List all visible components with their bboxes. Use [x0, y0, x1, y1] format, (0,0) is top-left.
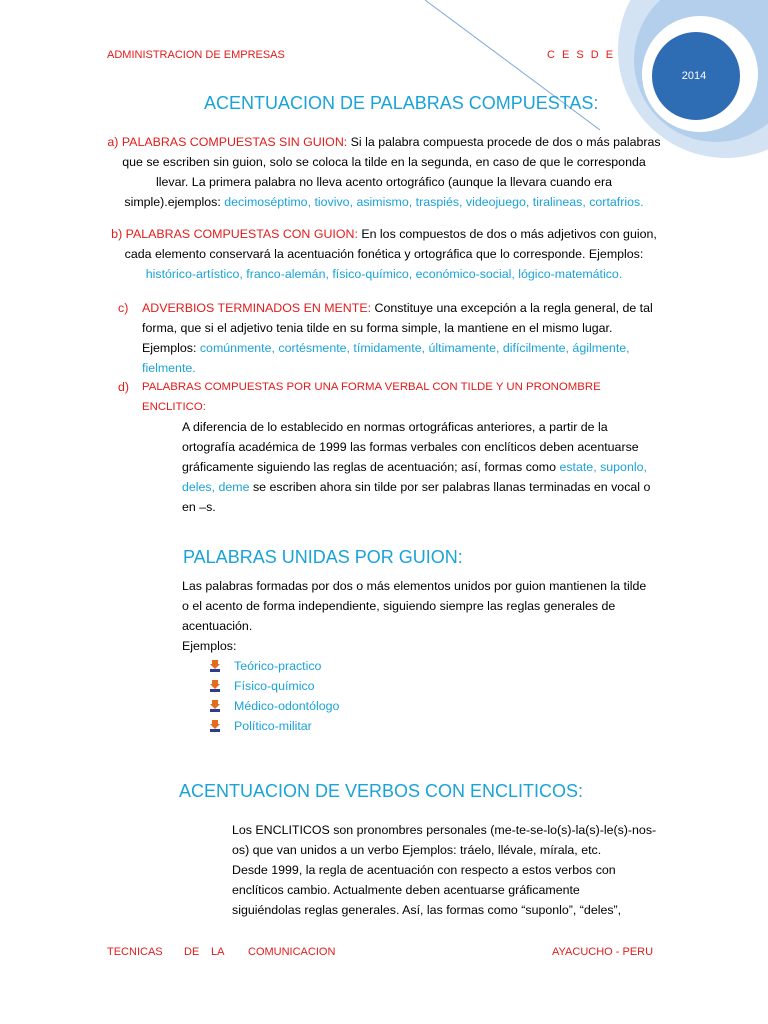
- list-item: [210, 656, 339, 676]
- footer-word-2: DE: [184, 946, 200, 958]
- section-b-line1: En los compuestos de dos o más adjetivos con guion,: [357, 227, 657, 241]
- section-d-label: [142, 377, 601, 417]
- section-c-marker: c): [118, 301, 129, 315]
- list-item-text: Médico-odontólogo: [234, 699, 340, 713]
- section-a-line1: Si la palabra compuesta procede de dos o más palabras: [347, 135, 661, 149]
- section-guion-line3: acentuación.: [182, 619, 253, 633]
- section-verbos-title: ACENTUACION DE VERBOS CON ENCLITICOS:: [179, 781, 584, 801]
- section-guion-line1: Las palabras formadas por dos o más elementos unidos por guion mantienen la tilde: [182, 579, 647, 593]
- section-d-line1: A diferencia de lo establecido en normas ortográficas anteriores, a partir de la: [182, 420, 608, 434]
- section-d-label-line1: PALABRAS COMPUESTAS POR UNA FORMA VERBAL CON TILDE Y UN PRONOMBRE: [142, 381, 601, 393]
- year-badge: 2014: [681, 70, 707, 82]
- list-item: [210, 676, 339, 696]
- section-verbos-line5: siguiéndolas reglas generales. Así, las formas como “suponlo”, “deles”,: [232, 903, 622, 917]
- section-verbos-line2: os) que van unidos a un verbo Ejemplos: tráelo, llévale, mírala, etc.: [232, 843, 602, 857]
- section-verbos-line3: Desde 1999, la regla de acentuación con respecto a estos verbos con: [232, 863, 616, 877]
- section-b-line2: cada elemento conservará la acentuación fonética y ortográfica que lo corresponde. Ejemplos:: [124, 247, 644, 261]
- list-item: [210, 696, 339, 716]
- page-title: ACENTUACION DE PALABRAS COMPUESTAS:: [204, 93, 599, 113]
- footer-word-3: LA: [211, 946, 225, 958]
- section-d-line5: en –s.: [182, 500, 216, 514]
- section-b-examples: histórico-artístico, franco-alemán, físico-químico, económico-social, lógico-matemático.: [145, 267, 623, 281]
- section-c-line1: Constituye una excepción a la regla general, de tal: [371, 301, 653, 315]
- arrow-bullet-icon: [210, 660, 220, 672]
- section-d-line4-examples: deles, deme: [182, 480, 250, 494]
- section-a-line4: simple).ejemplos:: [124, 195, 225, 209]
- section-guion-examples-label: Ejemplos:: [182, 639, 237, 653]
- header-left-text: ADMINISTRACION DE EMPRESAS: [107, 49, 285, 61]
- section-verbos-body: [232, 820, 682, 920]
- header-right-text: C E S D E: [547, 49, 616, 61]
- section-c-label: ADVERBIOS TERMINADOS EN MENTE:: [142, 301, 372, 315]
- section-c-examples: comúnmente, cortésmente, tímidamente, últimamente, difícilmente, ágilmente,: [199, 341, 630, 355]
- footer-right-text: AYACUCHO - PERU: [552, 946, 654, 958]
- section-d-label-line2: ENCLITICO:: [142, 401, 206, 413]
- section-verbos-line1: Los ENCLITICOS son pronombres personales (me-te-se-lo(s)-la(s)-le(s)-nos-: [232, 823, 657, 837]
- arrow-bullet-icon: [210, 700, 220, 712]
- section-d-line3-examples: estate, suponlo,: [559, 460, 647, 474]
- section-c: [142, 298, 682, 378]
- section-b-label: b) PALABRAS COMPUESTAS CON GUION:: [111, 227, 358, 241]
- section-c-line3-prefix: Ejemplos:: [142, 341, 200, 355]
- section-guion-body: [182, 576, 682, 656]
- section-d-marker: d): [118, 380, 130, 394]
- list-item: [210, 716, 339, 736]
- arrow-bullet-icon: [210, 680, 220, 692]
- section-c-examples-cont: fielmente.: [142, 361, 196, 375]
- section-d-body: [182, 417, 682, 517]
- section-a-line2: que se escriben sin guion, solo se coloca la tilde en la segunda, en caso de que le corresponda: [122, 155, 646, 169]
- section-a-line3: llevar. La primera palabra no lleva acento ortográfico (aunque la llevara cuando era: [156, 175, 612, 189]
- section-d-line2: ortografía académica de 1999 las formas verbales con enclíticos deben acentuarse: [182, 440, 639, 454]
- section-d-line3: gráficamente siguiendo las reglas de acentuación; así, formas como: [182, 460, 560, 474]
- section-verbos-line4: enclíticos cambio. Actualmente deben acentuarse gráficamente: [232, 883, 580, 897]
- section-c-line2: forma, que si el adjetivo tenia tilde en su forma simple, la mantiene en el mismo lugar.: [142, 321, 613, 335]
- section-b: [96, 224, 672, 284]
- section-a-examples: decimoséptimo, tiovivo, asimismo, traspiés, videojuego, tiralineas, cortafrios.: [224, 195, 644, 209]
- arrow-bullet-icon: [210, 720, 220, 732]
- list-item-text: Político-militar: [234, 719, 312, 733]
- list-item-text: Teórico-practico: [234, 659, 322, 673]
- section-a-label: a) PALABRAS COMPUESTAS SIN GUION:: [107, 135, 348, 149]
- examples-list: [210, 656, 339, 736]
- footer-word-1: TECNICAS: [107, 946, 163, 958]
- section-guion-title: PALABRAS UNIDAS POR GUION:: [183, 547, 463, 567]
- section-guion-line2: o el acento de forma independiente, siguiendo siempre las reglas generales de: [182, 599, 616, 613]
- section-d-line4: se escriben ahora sin tilde por ser palabras llanas terminadas en vocal o: [249, 480, 651, 494]
- footer-word-4: COMUNICACION: [248, 946, 336, 958]
- list-item-text: Físico-químico: [234, 679, 315, 693]
- section-a: [96, 132, 672, 212]
